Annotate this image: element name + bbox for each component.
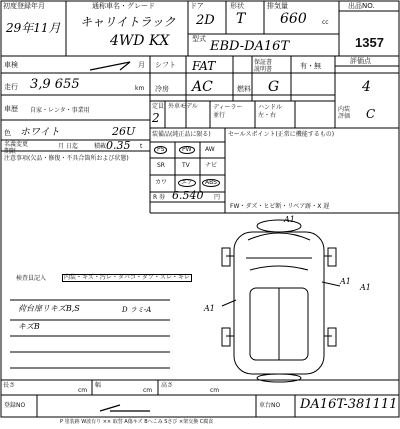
first-reg-label: 初度登録年月: [3, 2, 45, 10]
equip-tv: TV: [182, 162, 190, 169]
inspection-label: 車検: [4, 61, 18, 69]
width-label: 幅: [95, 382, 102, 389]
loading-unit: t: [140, 143, 143, 150]
aircon-value: AC: [192, 79, 213, 95]
door-label: ドア: [190, 2, 204, 10]
color-no-value: 26U: [112, 125, 136, 138]
warranty-label: 保証書 説明書: [254, 59, 273, 73]
displacement-unit: cc: [322, 19, 329, 26]
inspection-month: 月: [138, 61, 145, 69]
recycle-value: 6.540: [172, 189, 204, 202]
height-label: 高さ: [161, 382, 174, 389]
mileage-value: 3,9 655: [30, 77, 80, 92]
notes-label: 注意事項(欠品・修復・不具合箇所および状態): [4, 155, 129, 162]
damage-label-rear: A1: [360, 283, 371, 292]
displacement-label: 排気量: [267, 2, 288, 10]
door-value: 2D: [196, 13, 215, 28]
sales-point-label: セールスポイント(正常に機能するもの): [228, 131, 335, 138]
grade-value: 4WD KX: [110, 33, 170, 49]
frame-no-value: DA16T-381111: [300, 397, 398, 412]
inspector-label: 検査員記入: [16, 275, 47, 282]
equip-ps: PS: [154, 146, 167, 154]
car-name-value: キャリイトラック: [80, 15, 176, 29]
capacity-value: 2: [152, 111, 160, 125]
loading-label: 積載: [94, 143, 107, 150]
reg-no-label: 登録NO: [4, 402, 26, 409]
eval-header: 評価点: [350, 57, 371, 65]
inspector-note-1-extra: D ラミ-A: [122, 306, 152, 314]
equip-pw: PW: [179, 146, 195, 154]
name-change-label: 名義変更 期限: [4, 141, 29, 155]
displacement-value: 660: [280, 11, 307, 27]
equip-airbag: エア: [178, 179, 196, 187]
model-label: 型式: [192, 35, 206, 43]
loading-value: 0.35: [106, 139, 131, 152]
mileage-unit: km: [135, 85, 145, 92]
shift-label: シフト: [155, 61, 176, 69]
capacity-label: 定員: [152, 103, 165, 110]
length-label: 長さ: [3, 382, 16, 389]
display-no-value: 1357: [355, 35, 384, 50]
fuel-value: G: [268, 79, 280, 95]
damage-label-right: A1: [340, 277, 351, 286]
color-label: 色: [4, 129, 11, 137]
history-label: 車歴: [4, 105, 18, 113]
warranty-value: 有・無: [300, 62, 321, 70]
shift-value: FAT: [192, 59, 216, 73]
eval-score: 4: [362, 79, 371, 95]
equip-aw: AW: [205, 146, 215, 153]
shape-label: 形状: [230, 2, 244, 10]
first-reg-value: 29年11月: [6, 21, 61, 35]
width-unit: cm: [143, 387, 153, 394]
mileage-label: 走行: [4, 83, 18, 91]
equipment-label: 装備品(純正品に限る): [152, 131, 211, 138]
vehicle-diagram: [222, 220, 340, 382]
car-name-label: 通称車名・グレード: [92, 2, 155, 10]
import-model-label: 外車モデル: [168, 103, 198, 110]
inspector-note-1: 荷台扉リキズB,S: [18, 304, 80, 313]
fuel-label: 燃料: [237, 85, 251, 93]
name-change-mid: 月 日迄: [58, 143, 78, 150]
equip-abs: ABS: [202, 179, 220, 187]
inspector-options: 内装・キズ・汚レ・タバコ・ダブ・スレ・キレ: [64, 274, 190, 281]
interior-label: 内装 評価: [338, 106, 351, 121]
aircon-label: 冷房: [155, 85, 169, 93]
damage-label-left: A1: [204, 304, 215, 313]
length-unit: cm: [78, 387, 88, 394]
display-no-label: 出品NO.: [348, 2, 375, 10]
dealer-label: ディーラー 並行: [213, 104, 243, 119]
equip-navi: ナビ: [205, 162, 218, 169]
damage-label-front: A1: [284, 215, 295, 224]
frame-no-label: 車台NO: [259, 402, 281, 409]
color-value: ホワイト: [20, 127, 60, 138]
recycle-items: FW・ダズ・ヒビ断・リベア跡・X 遅: [230, 203, 330, 210]
height-unit: cm: [210, 387, 220, 394]
handle-label: ハンドル 左・右: [258, 104, 283, 119]
legend-text: P 塗装跡 W波有り ×× 取替 A傷キズ Bへこみ Sさび ×架交換 C腐食: [60, 419, 214, 425]
interior-value: C: [366, 107, 376, 121]
inspector-note-2: キズB: [18, 322, 40, 331]
model-value: EBD-DA16T: [210, 39, 290, 54]
recycle-unit: 円: [214, 194, 221, 201]
equip-leather: カワ: [155, 179, 168, 186]
equip-sr: SR: [157, 162, 165, 169]
recycle-label: R 券: [153, 194, 166, 201]
shape-value: T: [236, 11, 246, 27]
history-value: 自家・レンタ・事業用: [30, 107, 90, 114]
